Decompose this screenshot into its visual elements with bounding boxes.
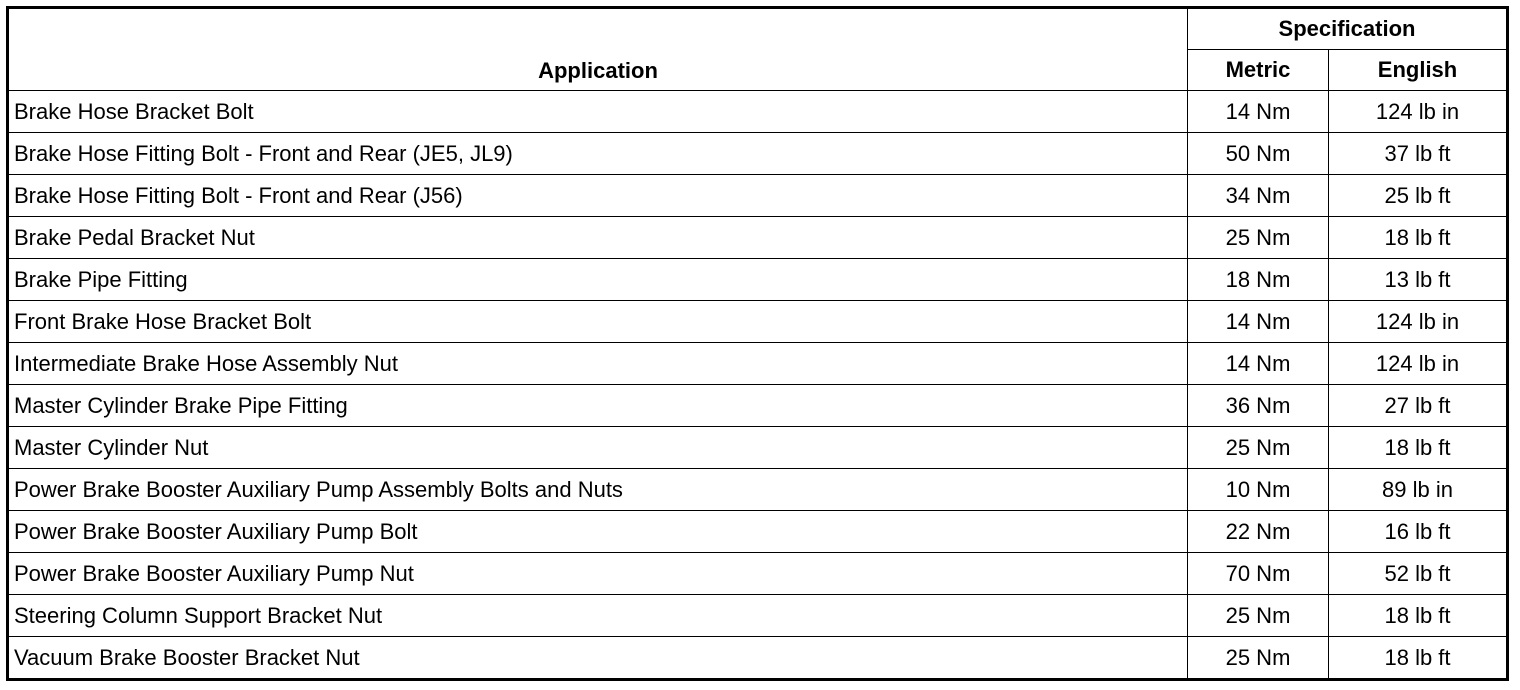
metric-cell: 10 Nm: [1188, 469, 1329, 511]
english-cell: 27 lb ft: [1329, 385, 1508, 427]
table-row: [8, 637, 1508, 680]
application-cell: Power Brake Booster Auxiliary Pump Assembly Bolts and Nuts: [8, 469, 1188, 511]
metric-cell: 22 Nm: [1188, 511, 1329, 553]
metric-cell: 18 Nm: [1188, 259, 1329, 301]
english-cell: 124 lb in: [1329, 91, 1508, 133]
application-column-header: Application: [8, 8, 1188, 91]
table-row: [8, 343, 1508, 385]
english-cell: 18 lb ft: [1329, 637, 1508, 680]
english-column-header: English: [1329, 50, 1508, 91]
english-cell: 124 lb in: [1329, 301, 1508, 343]
metric-cell: 14 Nm: [1188, 301, 1329, 343]
metric-cell: 25 Nm: [1188, 595, 1329, 637]
metric-cell: 50 Nm: [1188, 133, 1329, 175]
spec-table-container: [6, 6, 1509, 681]
application-cell: Master Cylinder Brake Pipe Fitting: [8, 385, 1188, 427]
metric-cell: 25 Nm: [1188, 217, 1329, 259]
table-row: [8, 427, 1508, 469]
metric-cell: 14 Nm: [1188, 91, 1329, 133]
metric-cell: 34 Nm: [1188, 175, 1329, 217]
application-cell: Brake Pipe Fitting: [8, 259, 1188, 301]
table-row: [8, 385, 1508, 427]
table-row: [8, 553, 1508, 595]
table-row: [8, 469, 1508, 511]
application-cell: Front Brake Hose Bracket Bolt: [8, 301, 1188, 343]
header-row-top: [8, 8, 1508, 50]
english-cell: 13 lb ft: [1329, 259, 1508, 301]
application-cell: Vacuum Brake Booster Bracket Nut: [8, 637, 1188, 680]
metric-column-header: Metric: [1188, 50, 1329, 91]
application-cell: Brake Hose Fitting Bolt - Front and Rear (JE5, JL9): [8, 133, 1188, 175]
table-row: [8, 133, 1508, 175]
english-cell: 18 lb ft: [1329, 595, 1508, 637]
metric-cell: 25 Nm: [1188, 427, 1329, 469]
metric-cell: 25 Nm: [1188, 637, 1329, 680]
english-cell: 18 lb ft: [1329, 427, 1508, 469]
table-row: [8, 217, 1508, 259]
english-cell: 25 lb ft: [1329, 175, 1508, 217]
table-row: [8, 259, 1508, 301]
metric-cell: 70 Nm: [1188, 553, 1329, 595]
application-cell: Power Brake Booster Auxiliary Pump Nut: [8, 553, 1188, 595]
application-cell: Brake Hose Bracket Bolt: [8, 91, 1188, 133]
table-row: [8, 175, 1508, 217]
table-body: [8, 91, 1508, 680]
application-cell: Brake Pedal Bracket Nut: [8, 217, 1188, 259]
specification-group-header: Specification: [1188, 8, 1508, 50]
table-row: [8, 91, 1508, 133]
table-row: [8, 511, 1508, 553]
table-row: [8, 301, 1508, 343]
table-header: [8, 8, 1508, 91]
application-cell: Brake Hose Fitting Bolt - Front and Rear (J56): [8, 175, 1188, 217]
english-cell: 18 lb ft: [1329, 217, 1508, 259]
application-cell: Power Brake Booster Auxiliary Pump Bolt: [8, 511, 1188, 553]
application-cell: Steering Column Support Bracket Nut: [8, 595, 1188, 637]
metric-cell: 14 Nm: [1188, 343, 1329, 385]
english-cell: 89 lb in: [1329, 469, 1508, 511]
english-cell: 52 lb ft: [1329, 553, 1508, 595]
english-cell: 37 lb ft: [1329, 133, 1508, 175]
application-cell: Master Cylinder Nut: [8, 427, 1188, 469]
english-cell: 16 lb ft: [1329, 511, 1508, 553]
metric-cell: 36 Nm: [1188, 385, 1329, 427]
table-row: [8, 595, 1508, 637]
english-cell: 124 lb in: [1329, 343, 1508, 385]
fastener-spec-table: [6, 6, 1509, 681]
application-cell: Intermediate Brake Hose Assembly Nut: [8, 343, 1188, 385]
